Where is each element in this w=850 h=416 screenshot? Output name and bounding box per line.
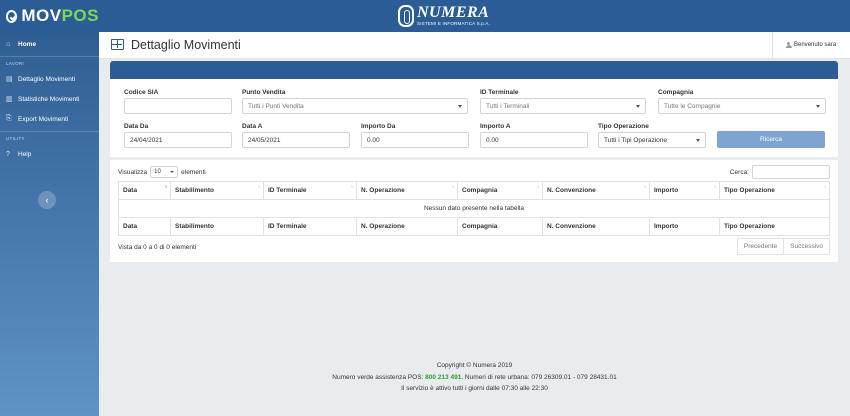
sidebar-collapse-button[interactable] xyxy=(38,191,56,209)
sort-icon: ↑↓ xyxy=(536,184,539,190)
filter-card-header xyxy=(110,61,838,79)
user-icon xyxy=(785,42,792,49)
data-da-input[interactable]: 24/04/2021 xyxy=(124,132,232,148)
footer-copyright: Copyright © Numera 2019 xyxy=(436,362,513,369)
column-header-tipo-operazione[interactable]: Tipo Operazione ↑↓ xyxy=(720,182,830,200)
sidebar-item-statistiche-movimenti[interactable] xyxy=(0,89,99,109)
importo-da-label: Importo Da xyxy=(361,123,396,130)
user-greeting: Benvenuto sara xyxy=(794,42,837,48)
column-header-n-operazione[interactable]: N. Operazione ↑↓ xyxy=(357,182,458,200)
empty-table-message: Nessun dato presente nella tabella xyxy=(119,200,830,218)
sidebar-item-label: Statistiche Movimenti xyxy=(18,95,80,103)
sort-icon: ↑↓ xyxy=(350,184,353,190)
table-row xyxy=(119,200,830,218)
chart-icon: ▥ xyxy=(6,96,13,103)
home-icon: ⌂ xyxy=(6,41,11,48)
sort-icon: ↑↓ xyxy=(643,184,646,190)
column-footer-n-operazione: N. Operazione xyxy=(357,218,458,236)
page-length-prefix: Visualizza xyxy=(118,168,148,176)
footer-hours: Il servizio è attivo tutti i giorni dalle 07:30 alle 22:30 xyxy=(401,385,548,392)
page-footer xyxy=(99,360,850,395)
column-footer-id-terminale: ID Terminale xyxy=(264,218,357,236)
company-name: NUMERA xyxy=(417,4,490,22)
sidebar-item-label: Home xyxy=(18,41,37,48)
page-title: Dettaglio Movimenti xyxy=(131,38,241,52)
sidebar-item-help[interactable] xyxy=(0,144,99,164)
sidebar-item-label: Export Movimenti xyxy=(18,115,69,123)
export-icon: ⎘ xyxy=(6,115,12,122)
page-length-control xyxy=(118,166,206,178)
column-header-data[interactable]: Data ↑↓ xyxy=(119,182,171,200)
punto-vendita-label: Punto Vendita xyxy=(242,89,286,96)
chevron-down-icon xyxy=(816,105,820,108)
sidebar-section-heading: UTILITY xyxy=(6,136,25,141)
data-a-input[interactable]: 24/05/2021 xyxy=(242,132,350,148)
brand-logo[interactable] xyxy=(0,0,99,32)
column-header-compagnia[interactable]: Compagnia ↑↓ xyxy=(458,182,543,200)
brand-name-part1: MOV xyxy=(21,6,62,25)
table-search-input[interactable] xyxy=(752,165,830,179)
previous-page-button[interactable]: Precedente xyxy=(737,238,784,255)
chevron-down-icon xyxy=(170,171,174,173)
table-footer-row xyxy=(119,218,830,236)
table-header-row xyxy=(119,182,830,200)
importo-da-input[interactable]: 0.00 xyxy=(361,132,469,148)
pagination xyxy=(737,238,830,255)
column-footer-data: Data xyxy=(119,218,171,236)
column-footer-compagnia: Compagnia xyxy=(458,218,543,236)
filter-card xyxy=(110,61,838,157)
sort-icon: ↑↓ xyxy=(164,184,167,190)
compagnia-value: Tutte le Compagnie xyxy=(664,102,721,110)
page-length-value: 10 xyxy=(154,169,161,175)
chevron-down-icon xyxy=(458,105,462,108)
sidebar-divider xyxy=(0,56,99,57)
data-da-label: Data Da xyxy=(124,123,149,130)
sort-icon: ↑↓ xyxy=(823,184,826,190)
sidebar-item-export-movimenti[interactable] xyxy=(0,109,99,129)
next-page-button[interactable]: Successivo xyxy=(784,238,830,255)
help-icon: ? xyxy=(6,150,10,158)
importo-a-input[interactable]: 0.00 xyxy=(480,132,588,148)
id-terminale-value: Tutti i Terminali xyxy=(486,102,530,110)
importo-a-label: Importo A xyxy=(480,123,511,130)
id-terminale-select[interactable] xyxy=(480,98,646,114)
chevron-down-icon xyxy=(636,105,640,108)
punto-vendita-value: Tutti i Punti Vendita xyxy=(248,102,304,110)
column-footer-stabilimento: Stabilimento xyxy=(171,218,264,236)
compagnia-label: Compagnia xyxy=(658,89,694,96)
search-button[interactable]: Ricerca xyxy=(717,131,825,148)
table-icon xyxy=(111,39,124,50)
data-a-label: Data A xyxy=(242,123,263,130)
codice-sia-label: Codice SIA xyxy=(124,89,159,96)
page-length-select[interactable] xyxy=(150,166,178,178)
column-footer-n-convenzione: N. Convenzione xyxy=(543,218,650,236)
results-table xyxy=(118,181,830,236)
column-header-stabilimento[interactable]: Stabilimento ↑↓ xyxy=(171,182,264,200)
tipo-operazione-label: Tipo Operazione xyxy=(598,123,649,130)
company-logo xyxy=(398,4,490,28)
brand-name-part2: POS xyxy=(61,6,99,25)
compagnia-select[interactable] xyxy=(658,98,826,114)
column-footer-importo: Importo xyxy=(650,218,720,236)
tipo-operazione-value: Tutti i Tipi Operazione xyxy=(604,136,667,144)
footer-phone-number: 800 213 491. xyxy=(425,373,464,381)
sort-icon: ↑↓ xyxy=(713,184,716,190)
list-icon: ▤ xyxy=(6,76,13,83)
tipo-operazione-select[interactable] xyxy=(598,132,706,148)
sort-icon: ↑↓ xyxy=(257,184,260,190)
check-circle-icon xyxy=(6,10,17,23)
sidebar-divider xyxy=(0,131,99,132)
footer-phone-prefix: Numero verde assistenza POS: xyxy=(332,373,424,381)
results-card xyxy=(110,160,838,262)
sidebar-item-label: Help xyxy=(18,150,32,158)
sidebar-item-dettaglio-movimenti[interactable] xyxy=(0,69,99,89)
column-footer-tipo-operazione: Tipo Operazione xyxy=(720,218,830,236)
footer-phone-suffix: Numeri di rete urbana: 079 26309.01 - 079 28431.01 xyxy=(464,373,617,381)
column-header-n-convenzione[interactable]: N. Convenzione ↑↓ xyxy=(543,182,650,200)
company-subtitle: SISTEMI E INFORMATICA S.p.A. xyxy=(417,21,491,27)
table-search-control xyxy=(730,165,830,179)
chevron-left-icon: ‹ xyxy=(45,195,49,205)
punto-vendita-select[interactable] xyxy=(242,98,468,114)
sidebar xyxy=(0,32,99,416)
sidebar-item-label: Dettaglio Movimenti xyxy=(18,75,76,83)
page-header xyxy=(99,32,850,59)
sidebar-section-heading: LAVORI xyxy=(6,61,24,66)
user-menu[interactable] xyxy=(772,32,850,58)
id-terminale-label: ID Terminale xyxy=(480,89,519,96)
codice-sia-input[interactable] xyxy=(124,98,232,114)
footer-phone-line xyxy=(99,372,850,384)
table-info: Vista da 0 a 0 di 0 elementi xyxy=(118,244,197,251)
sort-icon: ↑↓ xyxy=(451,184,454,190)
sidebar-item-home[interactable] xyxy=(0,35,99,54)
table-search-label: Cerca: xyxy=(729,168,749,176)
column-header-importo[interactable]: Importo ↑↓ xyxy=(650,182,720,200)
numera-logo-icon xyxy=(398,5,414,27)
column-header-id-terminale[interactable]: ID Terminale ↑↓ xyxy=(264,182,357,200)
page-length-suffix: elementi xyxy=(181,168,206,176)
chevron-down-icon xyxy=(696,139,700,142)
